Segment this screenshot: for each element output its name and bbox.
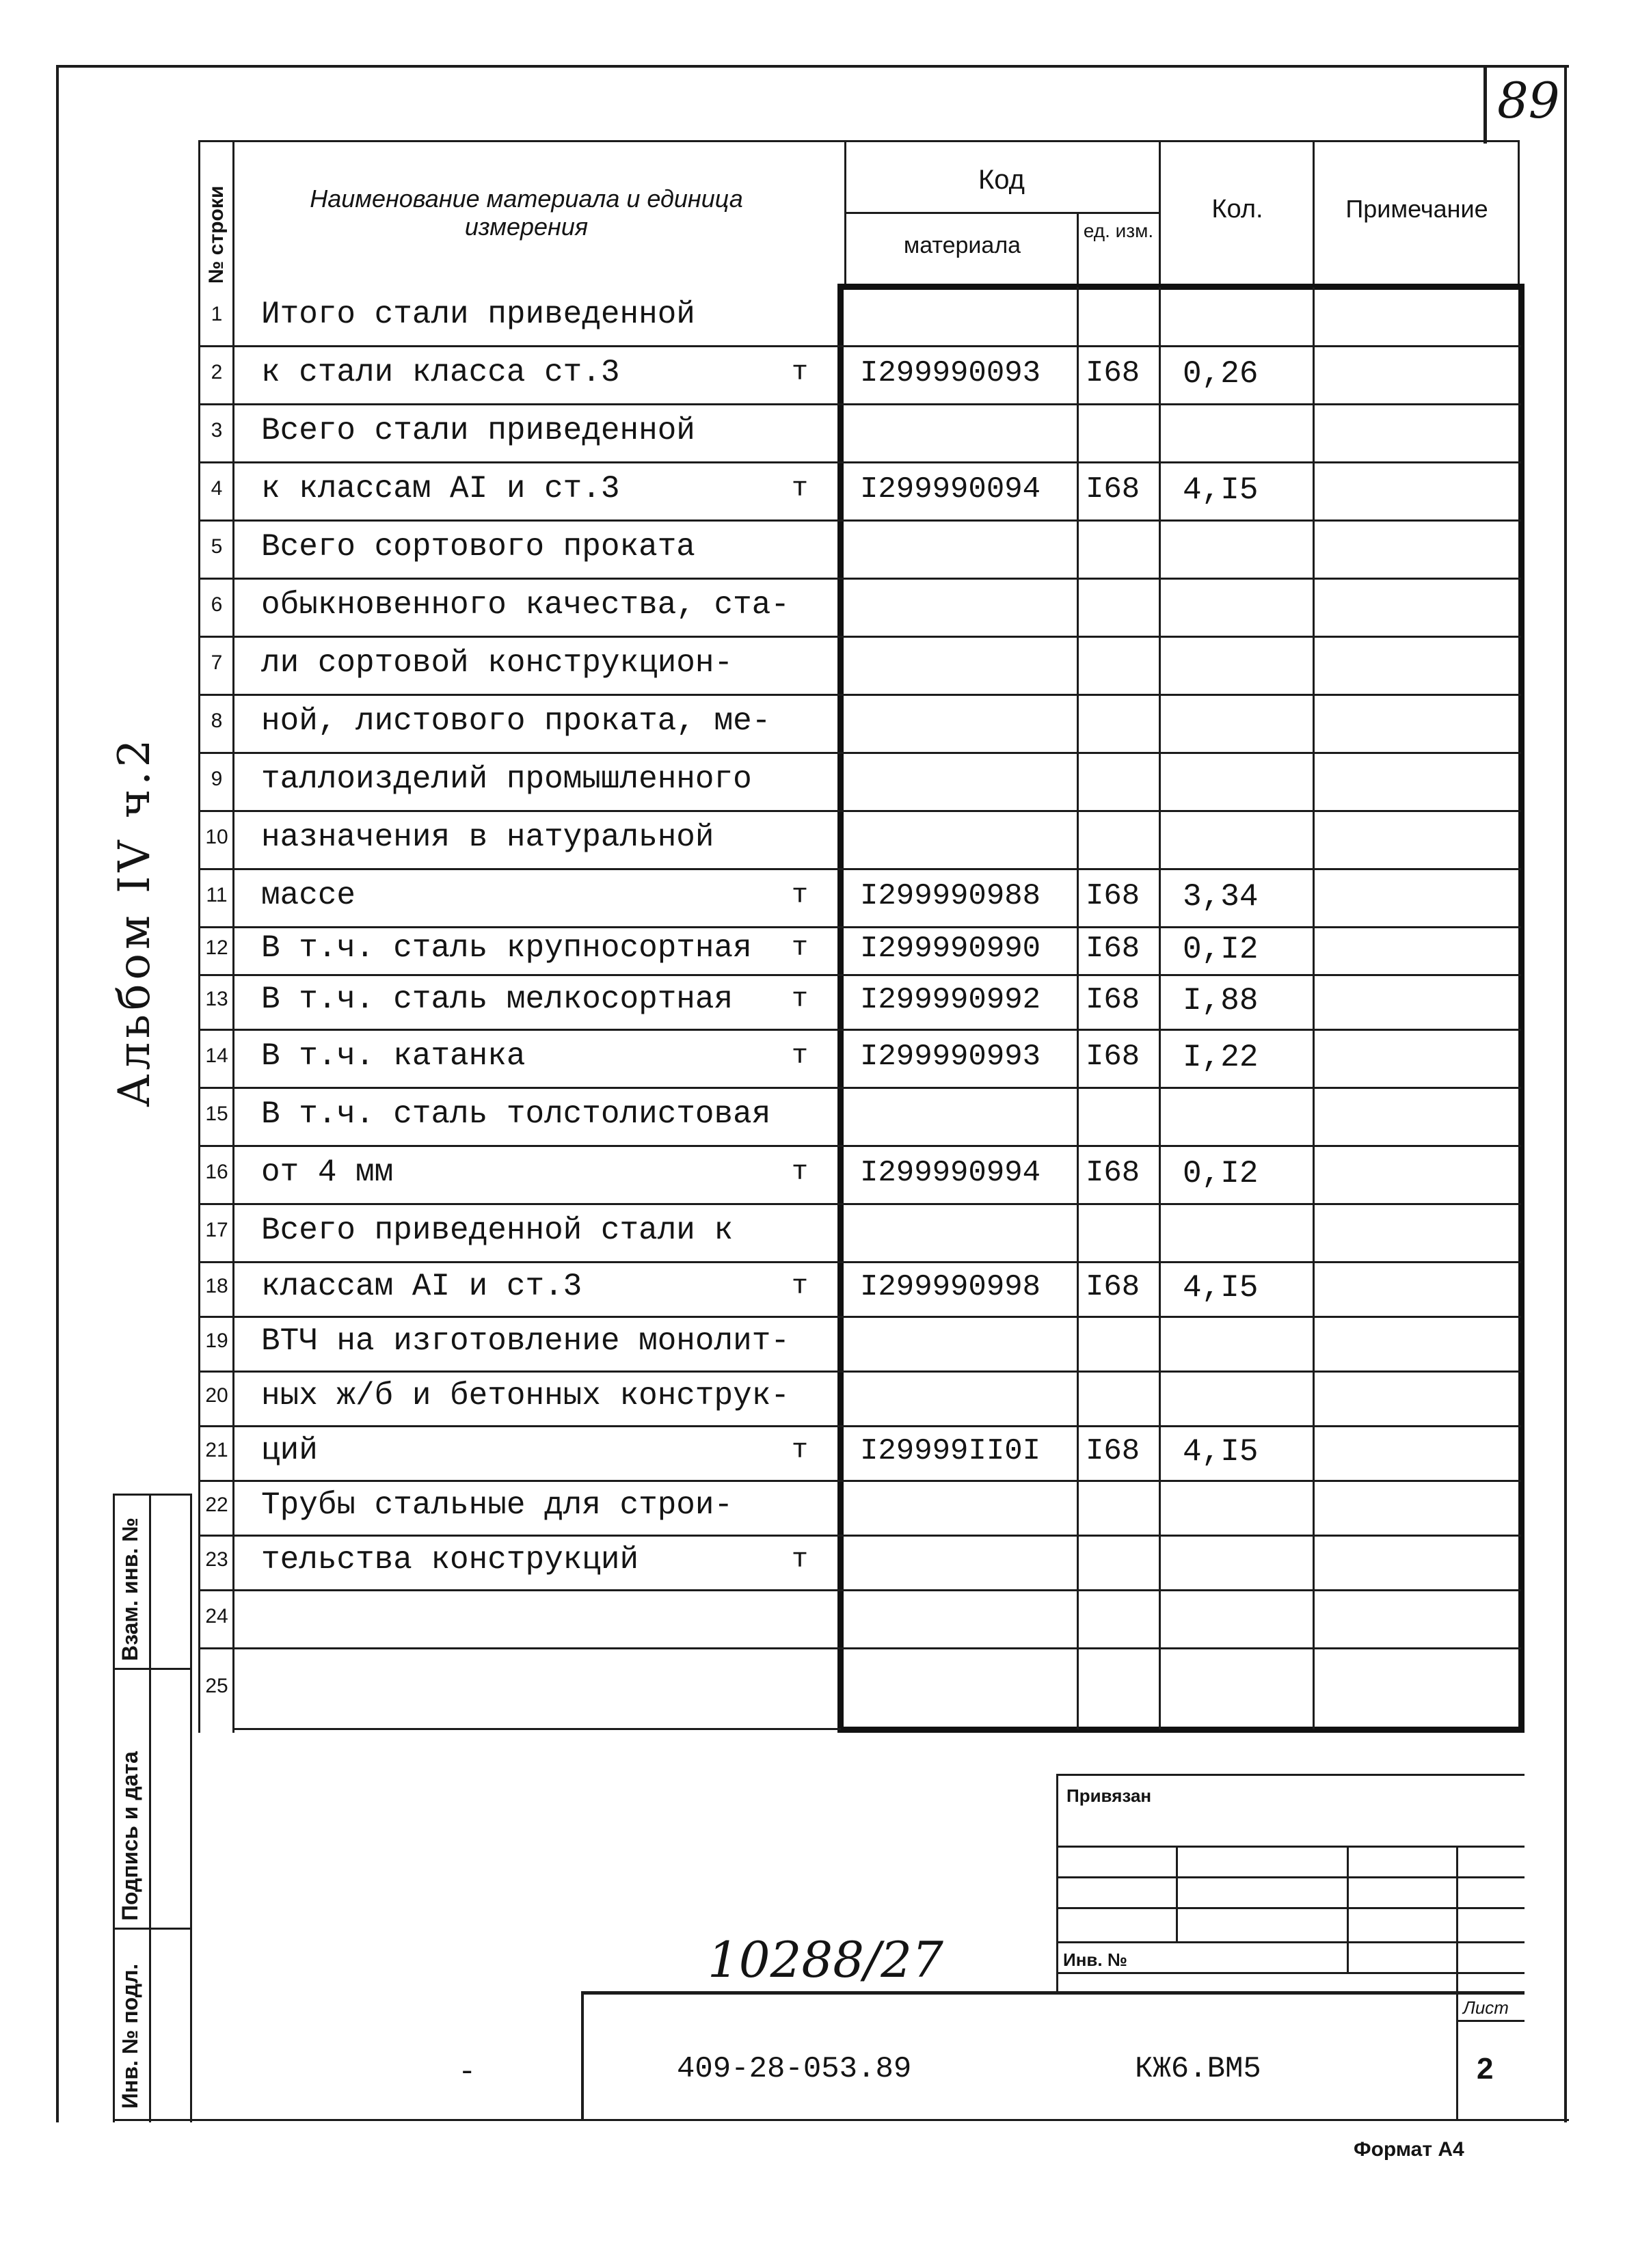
table-row-separator	[198, 1425, 1521, 1427]
body-left-border	[837, 284, 844, 1733]
row-ed: I68	[1086, 983, 1140, 1017]
format-label: Формат А4	[1354, 2138, 1464, 2161]
header-note: Примечание	[1345, 195, 1488, 223]
title-privyazan: Привязан	[1066, 1785, 1152, 1806]
side-stamp-vzam: Взам. инв. №	[118, 1517, 142, 1661]
row-number: 5	[211, 535, 223, 558]
side-stamp-div-2	[113, 1928, 191, 1930]
row-qty: 3,34	[1183, 878, 1259, 915]
tb-main-top	[581, 1991, 1525, 1995]
row-ed: I68	[1086, 878, 1140, 913]
table-row-separator	[198, 926, 1521, 928]
row-name: Всего сортового проката	[261, 528, 695, 565]
title-block-top	[1056, 1774, 1525, 1776]
table-row-separator	[198, 1316, 1521, 1318]
tb-vline-1	[1176, 1846, 1178, 1941]
header-code: Код	[978, 165, 1025, 195]
row-name: тельства конструкций	[261, 1542, 639, 1578]
table-row-separator	[198, 403, 1521, 405]
row-name: ли сортовой конструкцион-	[261, 645, 734, 681]
row-name: массе	[261, 877, 356, 913]
table-row-separator	[198, 1145, 1521, 1147]
row-code: I299990093	[860, 355, 1041, 390]
table-row-separator	[198, 752, 1521, 754]
row-ed: I68	[1086, 932, 1140, 966]
title-sheet-no: 2	[1477, 2052, 1494, 2085]
row-number: 23	[205, 1548, 228, 1571]
row-name: Итого стали приведенной	[261, 296, 695, 332]
tb-line-5	[1056, 1972, 1525, 1974]
header-row-number: № строки	[205, 185, 228, 284]
title-block-left	[1056, 1774, 1058, 1993]
header-qty: Кол.	[1211, 195, 1263, 224]
header-code-split	[844, 212, 1159, 214]
row-unit: т	[792, 1157, 809, 1188]
row-number: 10	[205, 825, 228, 848]
row-name: В т.ч. сталь мелкосортная	[261, 982, 734, 1017]
tb-line-1	[1056, 1846, 1525, 1848]
row-qty: 4,I5	[1183, 1270, 1259, 1306]
row-number: 21	[205, 1439, 228, 1461]
table-row-separator	[198, 810, 1521, 812]
table-row-separator	[198, 1589, 1521, 1591]
side-stamp-div-1	[113, 1668, 191, 1670]
row-unit: т	[792, 357, 809, 388]
row-qty: 0,I2	[1183, 932, 1259, 967]
row-ed: I68	[1086, 355, 1140, 390]
row-number: 18	[205, 1275, 228, 1297]
table-row-separator	[198, 1203, 1521, 1205]
row-number: 25	[205, 1675, 228, 1697]
row-number: 20	[205, 1384, 228, 1407]
row-name: В т.ч. сталь крупносортная	[261, 930, 752, 966]
row-ed: I68	[1086, 472, 1140, 507]
row-code: I299990990	[860, 932, 1041, 966]
title-mark: КЖ6.ВМ5	[1135, 2052, 1261, 2086]
row-name: В т.ч. катанка	[261, 1038, 526, 1074]
table-row-separator	[198, 1029, 1521, 1031]
page-number: 89	[1497, 72, 1560, 129]
row-unit: т	[792, 473, 809, 504]
table-row-separator	[198, 1371, 1521, 1373]
row-number: 13	[205, 988, 228, 1010]
row-number: 22	[205, 1494, 228, 1516]
header-name: Наименование материала и единица измерения	[310, 185, 743, 241]
row-number: 9	[211, 767, 223, 790]
row-unit: т	[792, 933, 809, 964]
row-name: к классам AI и ст.3	[261, 470, 620, 507]
row-name: Всего приведенной стали к	[261, 1212, 734, 1248]
row-name: назначения в натуральной	[261, 819, 714, 855]
row-number: 6	[211, 593, 223, 616]
row-number: 12	[205, 936, 228, 959]
tb-line-3	[1056, 1907, 1525, 1909]
row-number: 1	[211, 302, 223, 325]
side-stamp-line-2	[149, 1494, 151, 2122]
handwritten-number: 10288/27	[708, 1931, 943, 1988]
table-row-separator	[198, 461, 1521, 463]
table-row-separator	[198, 974, 1521, 976]
row-qty: I,22	[1183, 1039, 1259, 1075]
row-name: к стали класса ст.3	[261, 354, 620, 390]
header-vline-code-left	[844, 140, 846, 287]
row-name: Трубы стальные для строи-	[261, 1487, 734, 1523]
header-code-unit: ед. изм.	[1083, 220, 1154, 241]
table-row-separator	[198, 1647, 1521, 1649]
title-sheet-label: Лист	[1463, 1997, 1509, 2018]
row-unit: т	[792, 1545, 809, 1576]
row-unit: т	[792, 880, 809, 911]
tb-vline-3	[1456, 1846, 1458, 2119]
table-row-separator	[198, 868, 1521, 870]
row-number: 24	[205, 1604, 228, 1628]
header-vline-right	[1518, 140, 1520, 287]
row-name: таллоизделий промышленного	[261, 761, 752, 797]
row-name: В т.ч. сталь толстолистовая	[261, 1096, 771, 1132]
body-bottom-line	[232, 1728, 841, 1730]
side-stamp-line-3	[190, 1494, 192, 2122]
tb-sheet-div	[1456, 2020, 1525, 2022]
row-ed: I68	[1086, 1270, 1140, 1304]
row-code: I299990993	[860, 1039, 1041, 1074]
row-code: I299990992	[860, 983, 1041, 1017]
col-line-ed	[1077, 287, 1079, 1729]
outer-frame-bottom	[113, 2119, 1569, 2121]
header-vline-num	[232, 140, 234, 1733]
title-doc-code: 409-28-053.89	[677, 2052, 912, 2086]
header-vline-qty	[1159, 140, 1161, 287]
row-code: I299990994	[860, 1155, 1041, 1190]
row-number: 7	[211, 651, 223, 674]
row-number: 19	[205, 1329, 228, 1352]
header-vline-ed	[1077, 212, 1079, 287]
tb-line-2	[1056, 1876, 1525, 1878]
side-stamp-inv: Инв. № подл.	[118, 1963, 142, 2109]
body-bottom-border	[837, 1727, 1525, 1733]
side-stamp-line-1	[113, 1494, 115, 2122]
header-vline-rownum	[198, 140, 200, 1733]
tb-main-left	[581, 1991, 584, 2121]
row-qty: I,88	[1183, 983, 1259, 1018]
row-name: от 4 мм	[261, 1154, 394, 1190]
row-unit: т	[792, 1040, 809, 1072]
row-number: 15	[205, 1102, 228, 1125]
row-qty: 4,I5	[1183, 472, 1259, 508]
row-name: ной, листового проката, ме-	[261, 703, 771, 739]
row-code: I299990998	[860, 1270, 1041, 1304]
row-number: 3	[211, 418, 223, 442]
row-number: 4	[211, 476, 223, 500]
table-row-separator	[198, 1261, 1521, 1263]
body-top-border	[837, 284, 1525, 290]
row-name: обыкновенного качества, ста-	[261, 586, 790, 623]
row-number: 8	[211, 709, 223, 732]
row-code: I299990094	[860, 472, 1041, 507]
row-number: 14	[205, 1044, 228, 1067]
row-name: классам AI и ст.3	[261, 1269, 582, 1304]
row-name: ций	[261, 1433, 318, 1468]
row-name: ных ж/б и бетонных конструк-	[261, 1378, 790, 1414]
table-row-separator	[198, 636, 1521, 638]
side-stamp-top	[113, 1494, 191, 1496]
row-number: 11	[206, 883, 228, 906]
row-name: ВТЧ на изготовление монолит-	[261, 1323, 790, 1359]
table-row-separator	[198, 519, 1521, 522]
header-vline-note	[1313, 140, 1315, 287]
table-row-separator	[198, 345, 1521, 347]
row-number: 2	[211, 360, 223, 383]
table-row-separator	[198, 578, 1521, 580]
col-line-qty	[1159, 287, 1161, 1729]
tb-vline-2	[1347, 1846, 1349, 1972]
header-code-material: материала	[903, 232, 1021, 258]
row-ed: I68	[1086, 1434, 1140, 1468]
row-unit: т	[792, 1435, 809, 1466]
row-name: Всего стали приведенной	[261, 412, 695, 448]
col-line-note	[1313, 287, 1315, 1729]
row-ed: I68	[1086, 1155, 1140, 1190]
table-row-separator	[198, 1535, 1521, 1537]
row-qty: 4,I5	[1183, 1434, 1259, 1470]
title-inv-no: Инв. №	[1063, 1949, 1127, 1970]
row-code: I299990988	[860, 878, 1041, 913]
row-number: 17	[205, 1218, 228, 1241]
table-row-separator	[198, 1480, 1521, 1482]
table-row-separator	[198, 694, 1521, 696]
row-ed: I68	[1086, 1039, 1140, 1074]
row-code: I29999II0I	[860, 1434, 1041, 1468]
album-note: Альбом IV ч.2	[109, 735, 160, 1107]
title-dash: -	[458, 2055, 476, 2090]
body-right-border	[1518, 284, 1525, 1733]
row-qty: 0,26	[1183, 355, 1259, 392]
tb-line-4	[1056, 1941, 1525, 1943]
row-unit: т	[792, 1271, 809, 1302]
side-stamp-podpis: Подпись и дата	[118, 1751, 142, 1921]
row-number: 16	[205, 1160, 228, 1183]
row-unit: т	[792, 984, 809, 1015]
header-top-line	[198, 140, 1518, 142]
table-row-separator	[198, 1087, 1521, 1089]
row-qty: 0,I2	[1183, 1155, 1259, 1191]
